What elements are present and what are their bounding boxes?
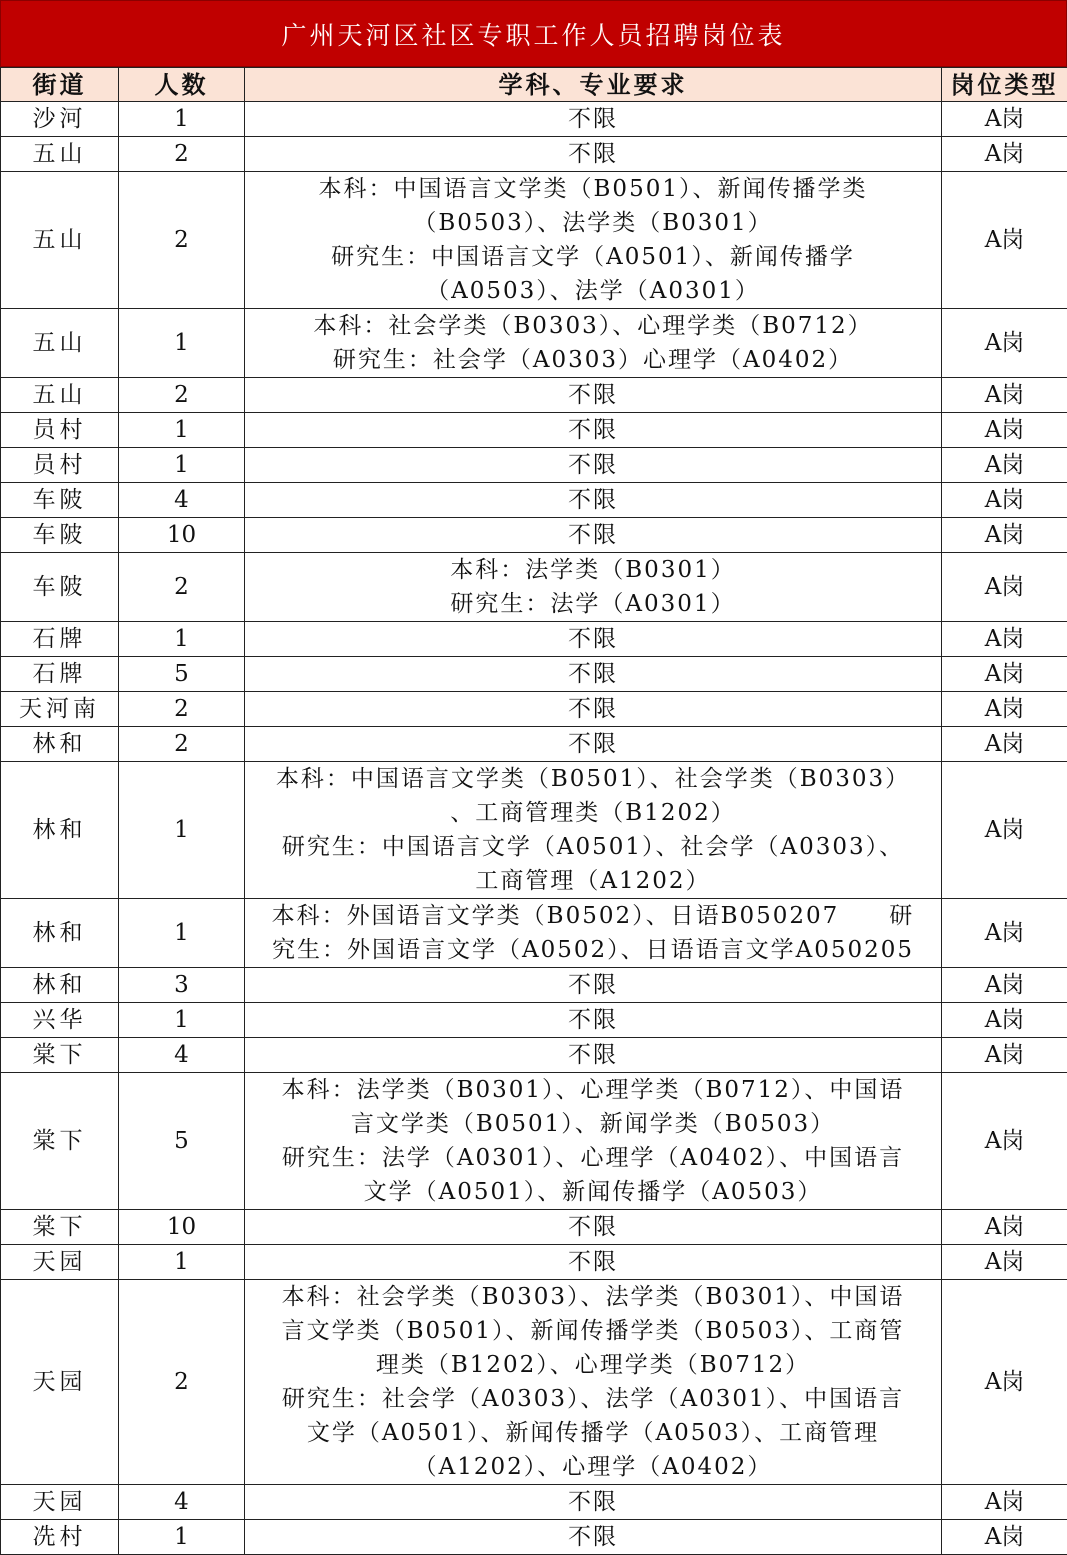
requirements-cell (245, 378, 942, 413)
requirement-line: 研究生：中国语言文学（A0501）、社会学（A0303）、 (257, 830, 929, 864)
requirements-cell (245, 413, 942, 448)
requirements-cell (245, 518, 942, 553)
requirement-line: 不限 (257, 102, 929, 136)
requirement-line: 不限 (257, 1245, 929, 1279)
requirements-cell (245, 1520, 942, 1555)
requirement-line: 不限 (257, 1003, 929, 1037)
requirement-line: 本科：法学类（B0301） (257, 553, 929, 587)
requirements-cell (245, 553, 942, 622)
count-cell: 1 (119, 762, 245, 899)
post-type-cell: A岗 (942, 378, 1067, 413)
table-row (1, 622, 1067, 657)
count-cell: 4 (119, 1038, 245, 1073)
header-street: 街道 (1, 68, 119, 102)
post-type-cell: A岗 (942, 1520, 1067, 1555)
requirements-cell (245, 309, 942, 378)
requirement-line: （B0503）、法学类（B0301） (257, 206, 929, 240)
count-cell: 2 (119, 727, 245, 762)
post-type-cell: A岗 (942, 448, 1067, 483)
requirement-line: （A1202）、心理学（A0402） (257, 1450, 929, 1484)
requirements-cell (245, 1485, 942, 1520)
street-cell: 员村 (1, 448, 119, 483)
requirement-line: 不限 (257, 413, 929, 447)
table-row (1, 1245, 1067, 1280)
requirement-line: 不限 (257, 483, 929, 517)
count-cell: 1 (119, 1003, 245, 1038)
post-type-cell: A岗 (942, 1073, 1067, 1210)
requirement-line: 文学（A0501）、新闻传播学（A0503） (257, 1175, 929, 1209)
count-cell: 1 (119, 899, 245, 968)
table-row (1, 1073, 1067, 1210)
table-row (1, 727, 1067, 762)
requirement-line: 不限 (257, 137, 929, 171)
street-cell: 兴华 (1, 1003, 119, 1038)
requirement-line: 本科：社会学类（B0303）、心理学类（B0712） (257, 309, 929, 343)
requirement-line: 言文学类（B0501）、新闻传播学类（B0503）、工商管 (257, 1314, 929, 1348)
table-row (1, 762, 1067, 899)
requirements-cell (245, 483, 942, 518)
requirement-line: 本科：外国语言文学类（B0502）、日语B050207 研 (257, 899, 929, 933)
requirement-line: 究生：外国语言文学（A0502）、日语语言文学A050205 (257, 933, 929, 967)
post-type-cell: A岗 (942, 102, 1067, 137)
count-cell: 2 (119, 137, 245, 172)
count-cell: 10 (119, 1210, 245, 1245)
requirement-line: 不限 (257, 727, 929, 761)
header-row (1, 68, 1067, 102)
recruitment-table (0, 67, 1067, 1555)
requirement-line: 研究生：社会学（A0303）、法学（A0301）、中国语言 (257, 1382, 929, 1416)
street-cell: 员村 (1, 413, 119, 448)
requirements-cell (245, 137, 942, 172)
street-cell: 五山 (1, 172, 119, 309)
requirement-line: （A0503）、法学（A0301） (257, 274, 929, 308)
street-cell: 五山 (1, 309, 119, 378)
requirement-line: 言文学类（B0501）、新闻学类（B0503） (257, 1107, 929, 1141)
table-row (1, 1003, 1067, 1038)
count-cell: 3 (119, 968, 245, 1003)
table-row (1, 899, 1067, 968)
requirements-cell (245, 1003, 942, 1038)
table-row (1, 1038, 1067, 1073)
count-cell: 4 (119, 1485, 245, 1520)
requirements-cell (245, 172, 942, 309)
requirements-cell (245, 1245, 942, 1280)
requirement-line: 理类（B1202）、心理学类（B0712） (257, 1348, 929, 1382)
post-type-cell: A岗 (942, 309, 1067, 378)
requirement-line: 研究生：社会学（A0303）心理学（A0402） (257, 343, 929, 377)
table-row (1, 137, 1067, 172)
requirements-cell (245, 692, 942, 727)
post-type-cell: A岗 (942, 622, 1067, 657)
post-type-cell: A岗 (942, 727, 1067, 762)
table-row (1, 553, 1067, 622)
street-cell: 车陂 (1, 518, 119, 553)
requirement-line: 研究生：中国语言文学（A0501）、新闻传播学 (257, 240, 929, 274)
requirement-line: 本科：中国语言文学类（B0501）、新闻传播学类 (257, 172, 929, 206)
count-cell: 1 (119, 622, 245, 657)
count-cell: 1 (119, 309, 245, 378)
requirements-cell (245, 657, 942, 692)
requirement-line: 本科：中国语言文学类（B0501）、社会学类（B0303） (257, 762, 929, 796)
table-row (1, 1485, 1067, 1520)
header-requirements: 学科、专业要求 (245, 68, 942, 102)
count-cell: 4 (119, 483, 245, 518)
street-cell: 沙河 (1, 102, 119, 137)
requirements-cell (245, 762, 942, 899)
requirement-line: 不限 (257, 1038, 929, 1072)
count-cell: 5 (119, 1073, 245, 1210)
requirements-cell (245, 727, 942, 762)
count-cell: 2 (119, 172, 245, 309)
count-cell: 1 (119, 448, 245, 483)
table-row (1, 378, 1067, 413)
post-type-cell: A岗 (942, 137, 1067, 172)
requirement-line: 本科：社会学类（B0303）、法学类（B0301）、中国语 (257, 1280, 929, 1314)
post-type-cell: A岗 (942, 1485, 1067, 1520)
table-row (1, 413, 1067, 448)
street-cell: 天河南 (1, 692, 119, 727)
count-cell: 2 (119, 1280, 245, 1485)
count-cell: 1 (119, 413, 245, 448)
post-type-cell: A岗 (942, 413, 1067, 448)
street-cell: 冼村 (1, 1520, 119, 1555)
requirement-line: 文学（A0501）、新闻传播学（A0503）、工商管理 (257, 1416, 929, 1450)
requirements-cell (245, 448, 942, 483)
count-cell: 1 (119, 1520, 245, 1555)
post-type-cell: A岗 (942, 657, 1067, 692)
requirements-cell (245, 1038, 942, 1073)
requirement-line: 不限 (257, 622, 929, 656)
street-cell: 石牌 (1, 657, 119, 692)
requirements-cell (245, 968, 942, 1003)
post-type-cell: A岗 (942, 1245, 1067, 1280)
street-cell: 五山 (1, 137, 119, 172)
requirements-cell (245, 1210, 942, 1245)
table-row (1, 483, 1067, 518)
header-count: 人数 (119, 68, 245, 102)
table-row (1, 1520, 1067, 1555)
table-row (1, 1210, 1067, 1245)
requirement-line: 不限 (257, 1520, 929, 1554)
table-title: 广州天河区社区专职工作人员招聘岗位表 (0, 0, 1067, 67)
street-cell: 天园 (1, 1245, 119, 1280)
table-row (1, 657, 1067, 692)
post-type-cell: A岗 (942, 1003, 1067, 1038)
table-row (1, 692, 1067, 727)
count-cell: 2 (119, 553, 245, 622)
requirement-line: 本科：法学类（B0301）、心理学类（B0712）、中国语 (257, 1073, 929, 1107)
requirement-line: 不限 (257, 518, 929, 552)
post-type-cell: A岗 (942, 1280, 1067, 1485)
post-type-cell: A岗 (942, 483, 1067, 518)
table-row (1, 172, 1067, 309)
requirement-line: 不限 (257, 378, 929, 412)
table-row (1, 102, 1067, 137)
street-cell: 林和 (1, 727, 119, 762)
header-post-type: 岗位类型 (942, 68, 1067, 102)
requirements-cell (245, 1280, 942, 1485)
requirement-line: 不限 (257, 448, 929, 482)
post-type-cell: A岗 (942, 899, 1067, 968)
count-cell: 2 (119, 378, 245, 413)
street-cell: 五山 (1, 378, 119, 413)
street-cell: 天园 (1, 1280, 119, 1485)
requirement-line: 不限 (257, 1210, 929, 1244)
requirement-line: 研究生：法学（A0301） (257, 587, 929, 621)
post-type-cell: A岗 (942, 518, 1067, 553)
street-cell: 林和 (1, 968, 119, 1003)
street-cell: 车陂 (1, 483, 119, 518)
count-cell: 10 (119, 518, 245, 553)
requirements-cell (245, 1073, 942, 1210)
street-cell: 石牌 (1, 622, 119, 657)
requirement-line: 工商管理（A1202） (257, 864, 929, 898)
requirement-line: 、工商管理类（B1202） (257, 796, 929, 830)
street-cell: 棠下 (1, 1210, 119, 1245)
count-cell: 2 (119, 692, 245, 727)
requirements-cell (245, 622, 942, 657)
requirement-line: 不限 (257, 968, 929, 1002)
street-cell: 林和 (1, 762, 119, 899)
table-row (1, 448, 1067, 483)
table-row (1, 968, 1067, 1003)
count-cell: 5 (119, 657, 245, 692)
table-row (1, 309, 1067, 378)
requirement-line: 不限 (257, 1485, 929, 1519)
requirement-line: 研究生：法学（A0301）、心理学（A0402）、中国语言 (257, 1141, 929, 1175)
post-type-cell: A岗 (942, 1210, 1067, 1245)
post-type-cell: A岗 (942, 172, 1067, 309)
requirements-cell (245, 899, 942, 968)
street-cell: 棠下 (1, 1073, 119, 1210)
requirements-cell (245, 102, 942, 137)
post-type-cell: A岗 (942, 692, 1067, 727)
street-cell: 车陂 (1, 553, 119, 622)
post-type-cell: A岗 (942, 1038, 1067, 1073)
table-row (1, 518, 1067, 553)
requirement-line: 不限 (257, 692, 929, 726)
table-row (1, 1280, 1067, 1485)
street-cell: 林和 (1, 899, 119, 968)
post-type-cell: A岗 (942, 968, 1067, 1003)
post-type-cell: A岗 (942, 553, 1067, 622)
requirement-line: 不限 (257, 657, 929, 691)
count-cell: 1 (119, 1245, 245, 1280)
street-cell: 棠下 (1, 1038, 119, 1073)
count-cell: 1 (119, 102, 245, 137)
street-cell: 天园 (1, 1485, 119, 1520)
post-type-cell: A岗 (942, 762, 1067, 899)
